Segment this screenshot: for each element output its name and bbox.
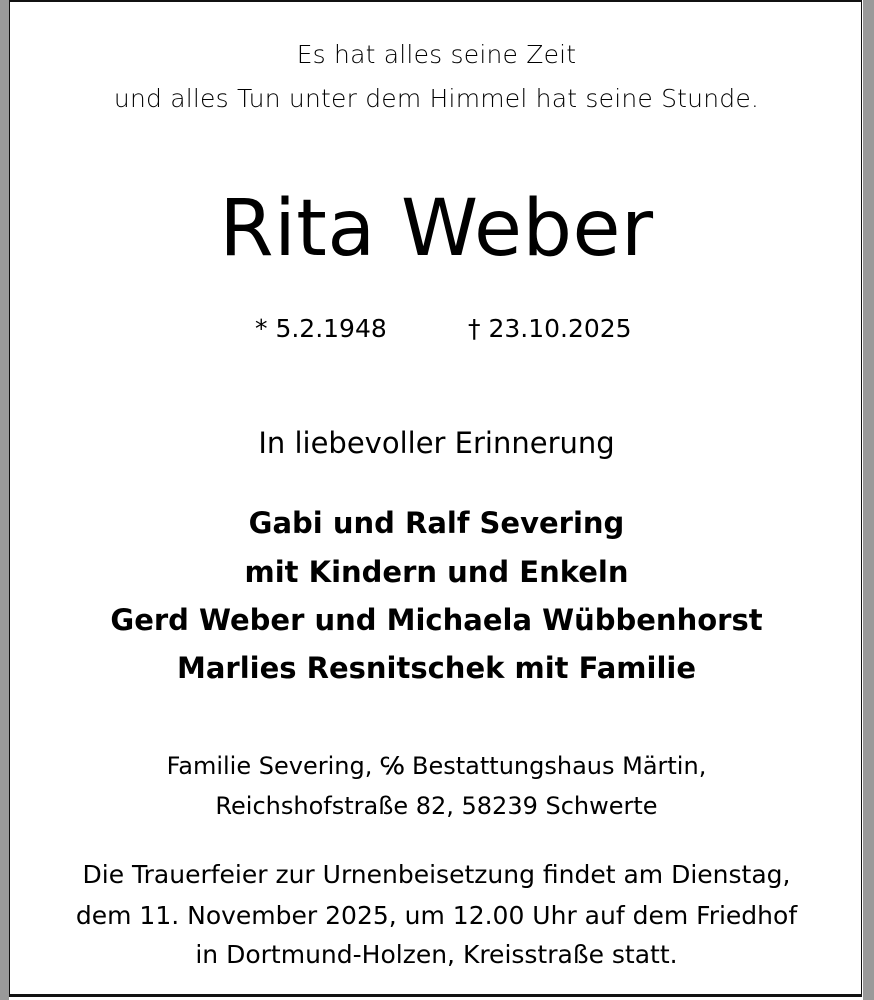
- memory-text: In liebevoller Erinnerung: [258, 426, 615, 460]
- deceased-name: Rita Weber: [219, 184, 654, 274]
- address-line-1: Familie Severing, ℅ Bestattungshaus Märtin,: [166, 752, 707, 780]
- mourner-line-2: mit Kindern und Enkeln: [244, 555, 629, 589]
- mourner-line-1: Gabi und Ralf Severing: [248, 506, 625, 540]
- birth-date: * 5.2.1948: [255, 314, 387, 343]
- funeral-line-1: Die Trauerfeier zur Urnenbeisetzung findet am Dienstag,: [82, 860, 791, 889]
- obituary-notice: [9, 0, 862, 997]
- death-date: † 23.10.2025: [468, 314, 632, 343]
- address-line-2: Reichshofstraße 82, 58239 Schwerte: [215, 792, 658, 820]
- motto-line-2: und alles Tun unter dem Himmel hat seine Stunde.: [113, 84, 760, 113]
- funeral-line-2: dem 11. November 2025, um 12.00 Uhr auf dem Friedhof: [75, 901, 798, 930]
- funeral-line-3: in Dortmund-Holzen, Kreisstraße statt.: [195, 940, 678, 969]
- left-gray-bar: [0, 0, 9, 1000]
- motto-line-1: Es hat alles seine Zeit: [296, 40, 577, 69]
- right-gray-bar: [863, 0, 874, 1000]
- mourner-line-4: Marlies Resnitschek mit Familie: [177, 651, 696, 685]
- mourner-line-3: Gerd Weber und Michaela Wübbenhorst: [110, 603, 763, 637]
